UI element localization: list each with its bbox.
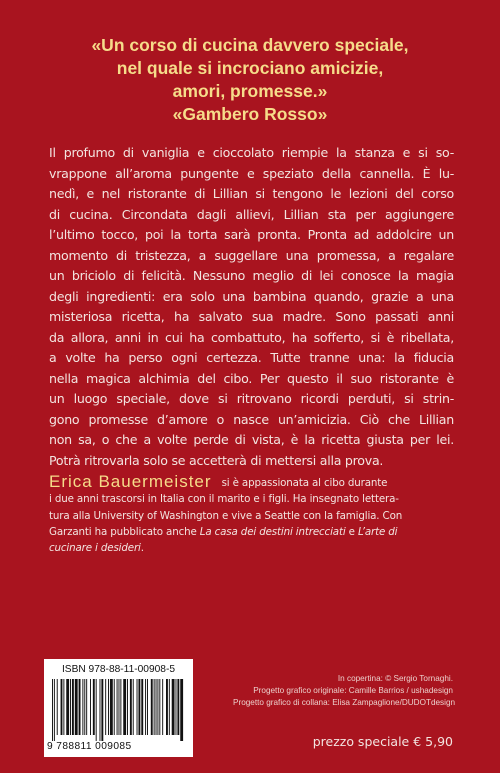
ean-digits: 9 788811 009085 (47, 741, 132, 752)
barcode-bar (117, 679, 118, 735)
synopsis-line: degli ingredienti: era solo una bambina quando, grazie a una (49, 288, 454, 304)
quote-line: «Un corso di cucina davvero speciale, (91, 35, 409, 55)
synopsis-line: non sa, o che a volte perde di vista, è la ricetta giusta per lei. (49, 432, 454, 447)
barcode-bar (57, 679, 58, 735)
synopsis-line: vrappone all’aroma pungente e speziato della cannella. È lu- (49, 165, 454, 181)
barcode-bar (90, 679, 91, 735)
book-title: L’arte di (357, 525, 398, 538)
book-title: cucinare i desideri (49, 542, 141, 555)
synopsis-line: nedì, e nel ristorante di Lillian si tengono le lezioni del corso (49, 186, 454, 201)
author-bio (49, 474, 469, 556)
synopsis-line: gono promesse d’amore o nasce un’amicizia. Ciò che Lillian (49, 411, 454, 427)
barcode-bar (130, 679, 132, 735)
synopsis-line: momento di tristezza, a suggellare una promessa, a regalare (49, 247, 454, 263)
quote-source: «Gambero Rosso» (172, 104, 328, 124)
barcode-bar (101, 679, 103, 741)
barcode-bar (66, 679, 69, 735)
barcode-bar (110, 679, 113, 735)
barcode-bar (123, 679, 126, 735)
author-bio-text: Garzanti ha pubblicato anche (49, 525, 200, 538)
barcode-bar (52, 679, 53, 741)
barcode-bar (96, 679, 97, 741)
synopsis-line: da allora, anni in cui ha combattuto, ha sofferto, si è ribellata, (49, 329, 454, 345)
author-bio-line: i due anni trascorsi in Italia con il marito e i figli. Ha insegnato lettera- (49, 493, 399, 506)
barcode-label (44, 659, 193, 757)
author-bio-text: . (140, 542, 144, 555)
barcode-bar (137, 679, 138, 735)
barcode-bar (141, 679, 143, 735)
isbn-text: ISBN 978-88-11-00908-5 (61, 664, 176, 675)
barcode-bar (147, 679, 148, 735)
barcode-bar (166, 679, 168, 735)
barcode-bar (119, 679, 120, 735)
barcode-bar (108, 679, 109, 735)
synopsis-line: nella magica alchimia del cibo. Per questo il suo ristorante è (49, 370, 454, 386)
price-label: prezzo speciale (312, 734, 410, 749)
barcode-bar (177, 679, 179, 735)
synopsis-line: un luogo speciale, dove si ritrovano ricordi perduti, si strin- (49, 391, 454, 406)
barcode-bars (50, 679, 187, 741)
price-tag (313, 734, 453, 749)
synopsis-line: a volte ha perso ogni certezza. Tutte tranne una: la fiducia (49, 350, 454, 365)
barcode-bar (93, 679, 95, 735)
barcode-bar (145, 679, 146, 735)
barcode-bar (84, 679, 85, 735)
price-value: € 5,90 (413, 734, 453, 749)
book-title: La casa dei destini intrecciati (199, 525, 346, 538)
author-bio-line: tura alla University of Washington e vive a Seattle con la famiglia. Con (49, 509, 403, 522)
barcode-bar (70, 679, 71, 735)
author-bio-text: si è appassionata al cibo durante (221, 477, 388, 489)
barcode-bar (100, 679, 101, 741)
barcode-bar (133, 679, 134, 735)
author-bio-line (49, 540, 469, 556)
barcode-bar (79, 679, 81, 735)
credit-line: In copertina: © Sergio Tornaghi. (337, 674, 453, 683)
synopsis-line: l’ultimo tocco, poi la torta sarà pronta. Pronta ad addolcire un (49, 227, 454, 242)
barcode-bar (169, 679, 170, 735)
barcode-bar (127, 679, 128, 735)
synopsis-line: Il profumo di vaniglia e cioccolato riempie la stanza e si so- (49, 145, 454, 160)
quote-line: amori, promesse.» (172, 81, 328, 101)
barcode-bar (82, 679, 83, 735)
author-name: Erica Bauermeister (49, 472, 212, 491)
credit-line: Progetto grafico originale: Camille Barrios / ushadesign (253, 686, 453, 695)
author-bio-text: e (345, 525, 358, 538)
author-bio-line (49, 474, 469, 491)
barcode-bar (54, 679, 55, 741)
barcode-bar (75, 679, 78, 735)
synopsis-line: un briciolo di felicità. Nessuno meglio di lei conosce la magia (49, 268, 454, 283)
barcode-bar (172, 679, 175, 735)
synopsis-line: di cucina. Circondata dagli allievi, Lillian sta per aggiungere (49, 206, 454, 222)
barcode-bar (156, 679, 157, 735)
barcode-bar (154, 679, 155, 735)
barcode-bar (120, 679, 121, 735)
synopsis-line: Potrà ritrovarla solo se accetterà di mettersi alla prova. (49, 452, 384, 468)
credit-line: Progetto grafico di collana: Elisa Zampaglione/DUDOTdesign (233, 698, 456, 707)
barcode-bar (157, 679, 158, 735)
barcode-bar (159, 679, 160, 735)
barcode-bar (138, 679, 140, 735)
barcode-bar (61, 679, 63, 735)
barcode-bar (176, 679, 177, 735)
author-bio-line (49, 524, 469, 540)
barcode-bar (63, 679, 64, 735)
cover-quote (0, 34, 500, 126)
barcode-bar (105, 679, 106, 735)
cover-credits (233, 673, 456, 709)
barcode-bar (180, 679, 183, 741)
synopsis-line: misteriosa ricetta, ha salvato sua madre. Sono passati anni (49, 309, 454, 324)
barcode-bar (86, 679, 87, 735)
barcode-bar (151, 679, 153, 735)
quote-line: nel quale si incrociano amicizie, (116, 58, 384, 78)
synopsis (49, 143, 454, 471)
barcode-bar (162, 679, 163, 735)
barcode-bar (114, 679, 115, 735)
barcode-bar (72, 679, 74, 735)
